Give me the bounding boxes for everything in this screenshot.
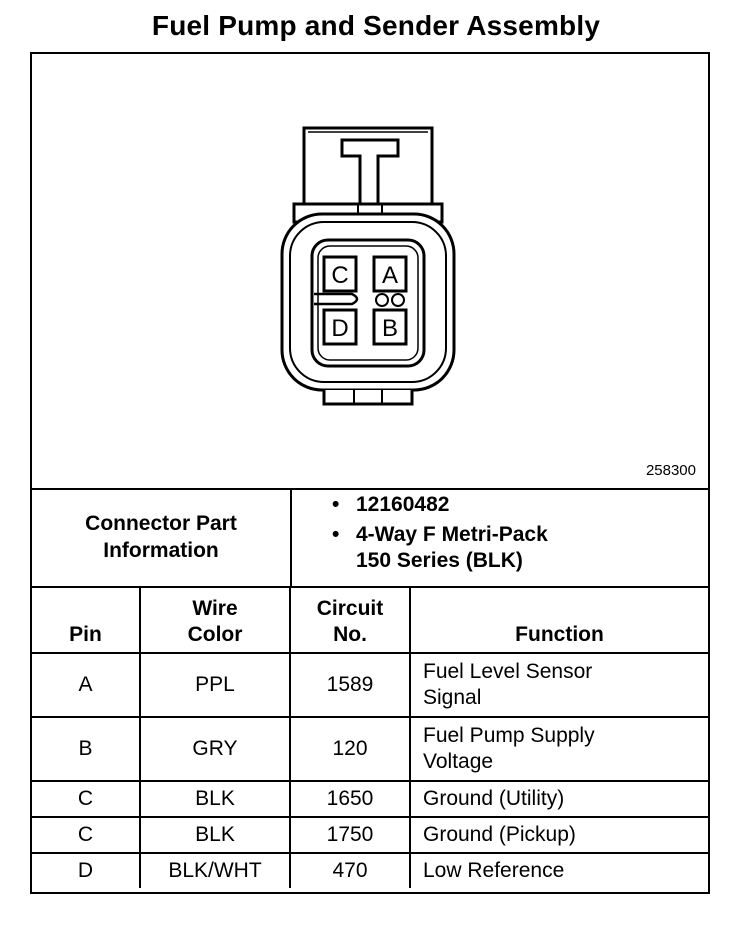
- header-circuit: Circuit No.: [290, 586, 410, 653]
- cell-wire-color: GRY: [140, 717, 290, 781]
- cell-function: Ground (Pickup): [410, 817, 708, 853]
- pin-label-c: C: [331, 262, 349, 289]
- cell-pin: A: [32, 653, 140, 717]
- cell-pin: B: [32, 717, 140, 781]
- bullet-icon: •: [332, 493, 340, 516]
- cell-wire-color: BLK: [140, 781, 290, 817]
- table-header-row: [32, 586, 708, 653]
- part-info-label-line: Information: [103, 539, 219, 562]
- connector-info-frame: [30, 52, 710, 894]
- connector-type-line: 4-Way F Metri-Pack: [356, 523, 548, 546]
- connector-type-item: [332, 522, 548, 574]
- part-info-list: [332, 492, 548, 578]
- connector-diagram: [32, 54, 708, 490]
- table-row: [32, 653, 708, 717]
- cell-circuit: 120: [290, 717, 410, 781]
- cell-wire-color: BLK/WHT: [140, 853, 290, 888]
- figure-id: 258300: [645, 462, 696, 479]
- cell-function: Low Reference: [410, 853, 708, 888]
- header-wire-color: Wire Color: [140, 586, 290, 653]
- cell-pin: C: [32, 781, 140, 817]
- cell-circuit: 1589: [290, 653, 410, 717]
- part-info-label-line: Connector Part: [85, 512, 237, 535]
- cell-pin: C: [32, 817, 140, 853]
- pin-label-b: B: [381, 315, 399, 342]
- pinout-table: [32, 586, 708, 888]
- connector-illustration: [32, 54, 708, 488]
- cell-function: Fuel Pump Supply Voltage: [410, 717, 708, 781]
- connector-type-line: 150 Series (BLK): [356, 549, 523, 572]
- header-pin: Pin: [32, 586, 140, 653]
- cell-pin: D: [32, 853, 140, 888]
- header-function: Function: [410, 586, 708, 653]
- cell-function: Fuel Level Sensor Signal: [410, 653, 708, 717]
- part-number: 12160482: [356, 493, 450, 516]
- cell-circuit: 470: [290, 853, 410, 888]
- part-info-label: [32, 488, 292, 586]
- cell-circuit: 1750: [290, 817, 410, 853]
- cell-wire-color: BLK: [140, 817, 290, 853]
- cell-circuit: 1650: [290, 781, 410, 817]
- table-row: [32, 817, 708, 853]
- table-row: [32, 717, 708, 781]
- bullet-icon: •: [332, 523, 340, 546]
- cell-wire-color: PPL: [140, 653, 290, 717]
- part-number-item: [332, 492, 548, 518]
- table-row: [32, 853, 708, 888]
- page-title: Fuel Pump and Sender Assembly: [151, 10, 601, 41]
- cell-function: Ground (Utility): [410, 781, 708, 817]
- table-row: [32, 781, 708, 817]
- pin-label-d: D: [331, 315, 349, 342]
- connector-part-info: [32, 488, 708, 588]
- pin-label-a: A: [381, 262, 399, 289]
